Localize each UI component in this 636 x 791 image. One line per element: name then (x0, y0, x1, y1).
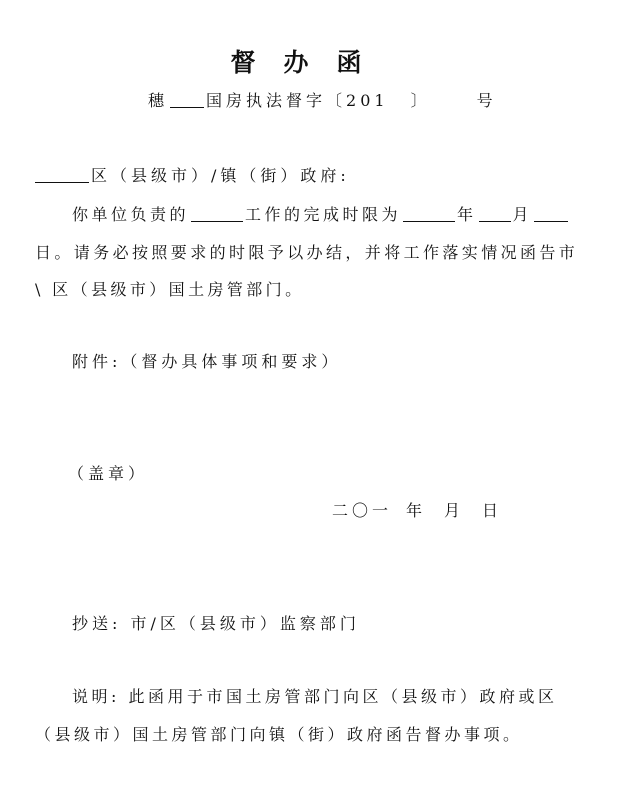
note-line-1: 说明: 此函用于市国土房管部门向区（县级市）政府或区 (72, 687, 558, 706)
page-title: 督办函 (230, 48, 390, 77)
blank-field (479, 205, 511, 222)
body-line-3: \ 区（县级市）国土房管部门。 (35, 280, 305, 299)
date-text: 月 (444, 501, 465, 520)
blank-field (534, 205, 568, 222)
seal-label: （盖章） (68, 464, 149, 483)
date-line (332, 501, 502, 521)
body-line-2: 日。请务必按照要求的时限予以办结，并将工作落实情况函告市 (35, 243, 579, 262)
note-line-2: （县级市）国土房管部门向镇（街）政府函告督办事项。 (35, 725, 523, 744)
date-text: 年 (406, 501, 427, 520)
document-number (148, 91, 497, 111)
body-text: 你单位负责的 (72, 205, 190, 224)
addressee-line (35, 166, 350, 186)
attachment: 附件:（督办具体事项和要求） (72, 352, 342, 371)
date-year: 二〇一 (332, 501, 393, 520)
docno-close: 〕 (410, 91, 431, 110)
addressee: 区（县级市）/镇（街）政府: (91, 166, 350, 185)
body-text: 年 (457, 205, 477, 224)
blank-field (35, 166, 89, 183)
body-text: 月 (512, 205, 533, 224)
body-line-1 (72, 205, 570, 225)
docno-suffix: 号 (476, 91, 497, 110)
blank-field (170, 91, 204, 108)
body-text: 工作的完成时限为 (245, 205, 402, 224)
docno-prefix: 穗 (148, 91, 169, 110)
date-text: 日 (482, 501, 503, 520)
blank-field (191, 205, 243, 222)
blank-field (403, 205, 455, 222)
cc-line: 抄送: 市/区（县级市）监察部门 (72, 614, 360, 633)
docno-middle: 国房执法督字〔201 (206, 91, 389, 110)
